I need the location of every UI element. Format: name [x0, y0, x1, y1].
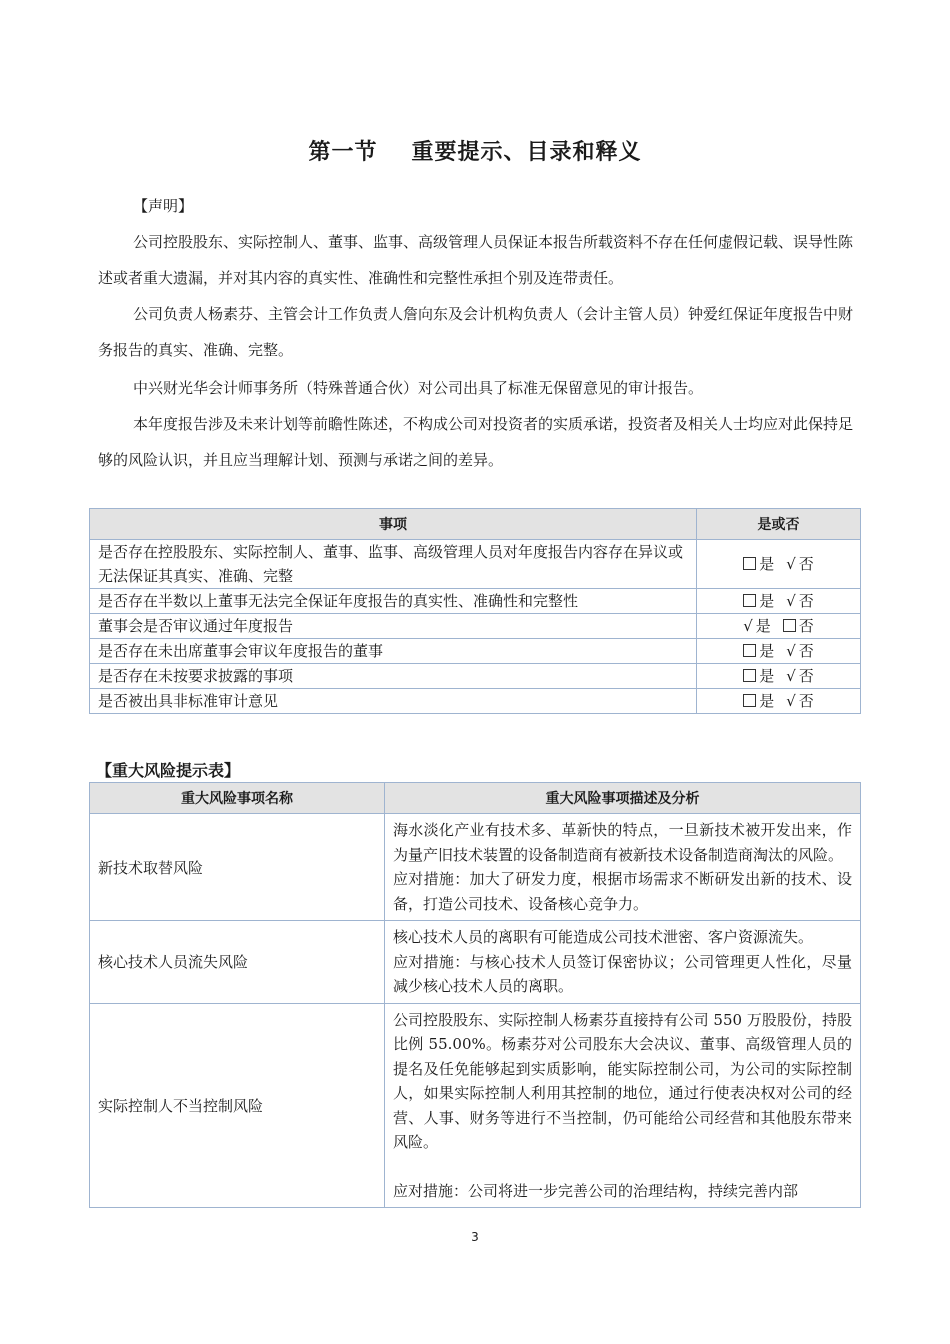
option-label: 是: [759, 692, 775, 710]
risk-table-header: [90, 783, 861, 814]
section-title: 重要提示、目录和释义: [411, 140, 642, 165]
option-yes: [743, 589, 774, 613]
option-no: [786, 664, 814, 688]
declaration-item: 是否被出具非标准审计意见: [90, 689, 697, 714]
option-yes: [743, 552, 774, 576]
header-risk-description: 重大风险事项描述及分析: [385, 783, 861, 814]
option-no: [786, 589, 814, 613]
declaration-answer: [697, 639, 861, 664]
risk-name: 核心技术人员流失风险: [90, 921, 385, 1004]
declaration-answer: [697, 664, 861, 689]
risk-description: [385, 1003, 861, 1208]
declaration-item: 是否存在控股股东、实际控制人、董事、监事、高级管理人员对年度报告内容存在异议或无法保证其真实、准确、完整: [90, 540, 697, 589]
table-row: [90, 639, 861, 664]
declaration-table: [89, 508, 861, 714]
option-yes: [743, 614, 771, 638]
page-title: [0, 135, 950, 166]
checkmark-icon: √: [786, 592, 796, 610]
declaration-answer: [697, 589, 861, 614]
description-line: 应对措施：加大了研发力度，根据市场需求不断研发出新的技术、设备，打造公司技术、设备核心竞争力。: [393, 870, 852, 913]
declaration-answer: [697, 540, 861, 589]
option-label: 否: [798, 642, 814, 660]
checkbox-icon: [743, 694, 756, 707]
header-yes-no: 是或否: [697, 509, 861, 540]
statement-label: 【声明】: [133, 197, 194, 215]
description-spacer: [393, 1155, 852, 1179]
header-risk-name: 重大风险事项名称: [90, 783, 385, 814]
checkmark-icon: √: [786, 667, 796, 685]
checkbox-icon: [783, 619, 796, 632]
paragraph-4: 本年度报告涉及未来计划等前瞻性陈述，不构成公司对投资者的实质承诺，投资者及相关人士均应对此保持足够的风险认识，并且应当理解计划、预测与承诺之间的差异。: [98, 415, 854, 469]
table-row: [90, 589, 861, 614]
checkmark-icon: √: [743, 617, 753, 635]
description-line: 应对措施：公司将进一步完善公司的治理结构，持续完善内部: [393, 1181, 799, 1200]
risk-description: [385, 921, 861, 1004]
risk-table: [89, 782, 861, 1208]
checkmark-icon: √: [786, 555, 796, 573]
option-label: 否: [798, 555, 814, 573]
risk-name: 实际控制人不当控制风险: [90, 1003, 385, 1208]
risk-description: [385, 814, 861, 921]
table-row: [90, 614, 861, 639]
table-row: [90, 814, 861, 921]
table-row: [90, 689, 861, 714]
description-line: 核心技术人员的离职有可能造成公司技术泄密、客户资源流失。: [393, 928, 814, 946]
declaration-answer: [697, 689, 861, 714]
option-label: 否: [798, 667, 814, 685]
option-label: 是: [759, 555, 775, 573]
header-item: 事项: [90, 509, 697, 540]
description-line: 海水淡化产业有技术多、革新快的特点，一旦新技术被开发出来，作为量产旧技术装置的设备制造商有被新技术设备制造商淘汰的风险。: [393, 821, 852, 864]
declaration-answer: [697, 614, 861, 639]
risk-name: 新技术取替风险: [90, 814, 385, 921]
table-row: [90, 664, 861, 689]
paragraph-3: 中兴财光华会计师事务所（特殊普通合伙）对公司出具了标准无保留意见的审计报告。: [133, 379, 704, 397]
checkmark-icon: √: [786, 692, 796, 710]
description-line: 公司控股股东、实际控制人杨素芬直接持有公司 550 万股股份，持股比例 55.00%。杨素芬对公司股东大会决议、董事、高级管理人员的提名及任免能够起到实质影响，能实际控制公司，为公司的实际控制人，如果实际控制人利用其控制的地位，通过行使表决权对公司的经营、人事、财务等进行不当控制，仍可能给公司经营和其他股东带来风险。: [393, 1010, 852, 1151]
option-no: [786, 639, 814, 663]
table-row: [90, 1003, 861, 1208]
paragraph-2: 公司负责人杨素芬、主管会计工作负责人詹向东及会计机构负责人（会计主管人员）钟爱红保证年度报告中财务报告的真实、准确、完整。: [98, 305, 854, 359]
paragraph-1: 公司控股股东、实际控制人、董事、监事、高级管理人员保证本报告所载资料不存在任何虚假记载、误导性陈述或者重大遗漏，并对其内容的真实性、准确性和完整性承担个别及连带责任。: [98, 233, 854, 287]
risk-section-title: 【重大风险提示表】: [96, 761, 241, 780]
option-label: 是: [755, 617, 771, 635]
option-yes: [743, 689, 774, 713]
option-yes: [743, 664, 774, 688]
declaration-table-header: [90, 509, 861, 540]
declaration-item: 董事会是否审议通过年度报告: [90, 614, 697, 639]
table-row: [90, 921, 861, 1004]
declaration-item: 是否存在未出席董事会审议年度报告的董事: [90, 639, 697, 664]
page-number: 3: [471, 1230, 479, 1244]
checkmark-icon: √: [786, 642, 796, 660]
option-no: [786, 552, 814, 576]
declaration-item: 是否存在未按要求披露的事项: [90, 664, 697, 689]
option-label: 否: [798, 617, 814, 635]
option-label: 是: [759, 592, 775, 610]
checkbox-icon: [743, 669, 756, 682]
option-label: 是: [759, 642, 775, 660]
checkbox-icon: [743, 594, 756, 607]
checkbox-icon: [743, 644, 756, 657]
table-row: [90, 540, 861, 589]
option-no: [783, 614, 814, 638]
option-no: [786, 689, 814, 713]
option-yes: [743, 639, 774, 663]
option-label: 否: [798, 692, 814, 710]
description-line: 应对措施：与核心技术人员签订保密协议；公司管理更人性化，尽量减少核心技术人员的离职。: [393, 952, 852, 995]
section-number: 第一节: [308, 140, 378, 165]
option-label: 否: [798, 592, 814, 610]
declaration-item: 是否存在半数以上董事无法完全保证年度报告的真实性、准确性和完整性: [90, 589, 697, 614]
checkbox-icon: [743, 557, 756, 570]
option-label: 是: [759, 667, 775, 685]
